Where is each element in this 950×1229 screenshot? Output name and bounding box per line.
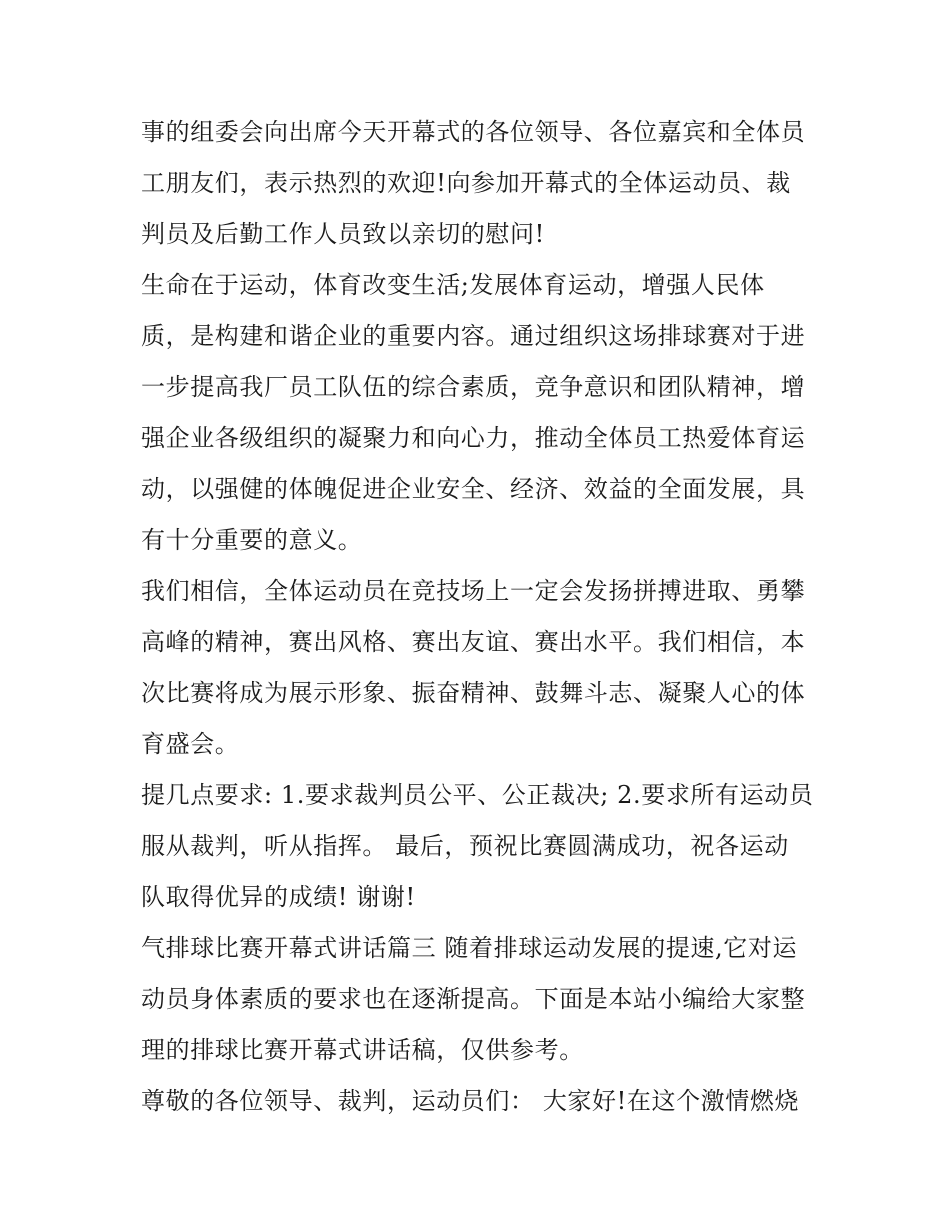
- text-line: 我们相信，全体运动员在竞技场上一定会发扬拼搏进取、勇攀: [141, 577, 806, 605]
- text-line: 尊敬的各位领导、裁判，运动员们： 大家好!在这个激情燃烧: [141, 1087, 800, 1115]
- text-line: 生命在于运动，体育改变生活;发展体育运动，增强人民体: [141, 271, 765, 299]
- text-line: 次比赛将成为展示形象、振奋精神、鼓舞斗志、凝聚人心的体: [141, 679, 806, 707]
- text-line: 动，以强健的体魄促进企业安全、经济、效益的全面发展，具: [141, 475, 806, 503]
- text-line: 判员及后勤工作人员致以亲切的慰问!: [141, 220, 545, 248]
- text-line: 育盛会。: [141, 730, 240, 758]
- body-text: [141, 107, 821, 1127]
- text-line: 高峰的精神，赛出风格、赛出友谊、赛出水平。我们相信，本: [141, 628, 806, 656]
- text-line: 一步提高我厂员工队伍的综合素质，竞争意识和团队精神，增: [141, 373, 806, 401]
- text-line: 队取得优异的成绩! 谢谢!: [141, 883, 416, 911]
- text-line: 理的排球比赛开幕式讲话稿，仅供参考。: [141, 1036, 584, 1064]
- text-line: 提几点要求: 1.要求裁判员公平、公正裁决; 2.要求所有运动员: [141, 781, 814, 809]
- text-line: 气排球比赛开幕式讲话篇三 随着排球运动发展的提速,它对运: [141, 934, 798, 962]
- text-line: 动员身体素质的要求也在逐渐提高。下面是本站小编给大家整: [141, 985, 806, 1013]
- text-line: 工朋友们，表示热烈的欢迎!向参加开幕式的全体运动员、裁: [141, 169, 791, 197]
- text-line: 有十分重要的意义。: [141, 526, 363, 554]
- text-line: 服从裁判，听从指挥。 最后，预祝比赛圆满成功，祝各运动: [141, 832, 789, 860]
- text-line: 事的组委会向出席今天开幕式的各位领导、各位嘉宾和全体员: [141, 118, 806, 146]
- text-line: 质，是构建和谐企业的重要内容。通过组织这场排球赛对于进: [141, 322, 806, 350]
- text-line: 强企业各级组织的凝聚力和向心力，推动全体员工热爱体育运: [141, 424, 806, 452]
